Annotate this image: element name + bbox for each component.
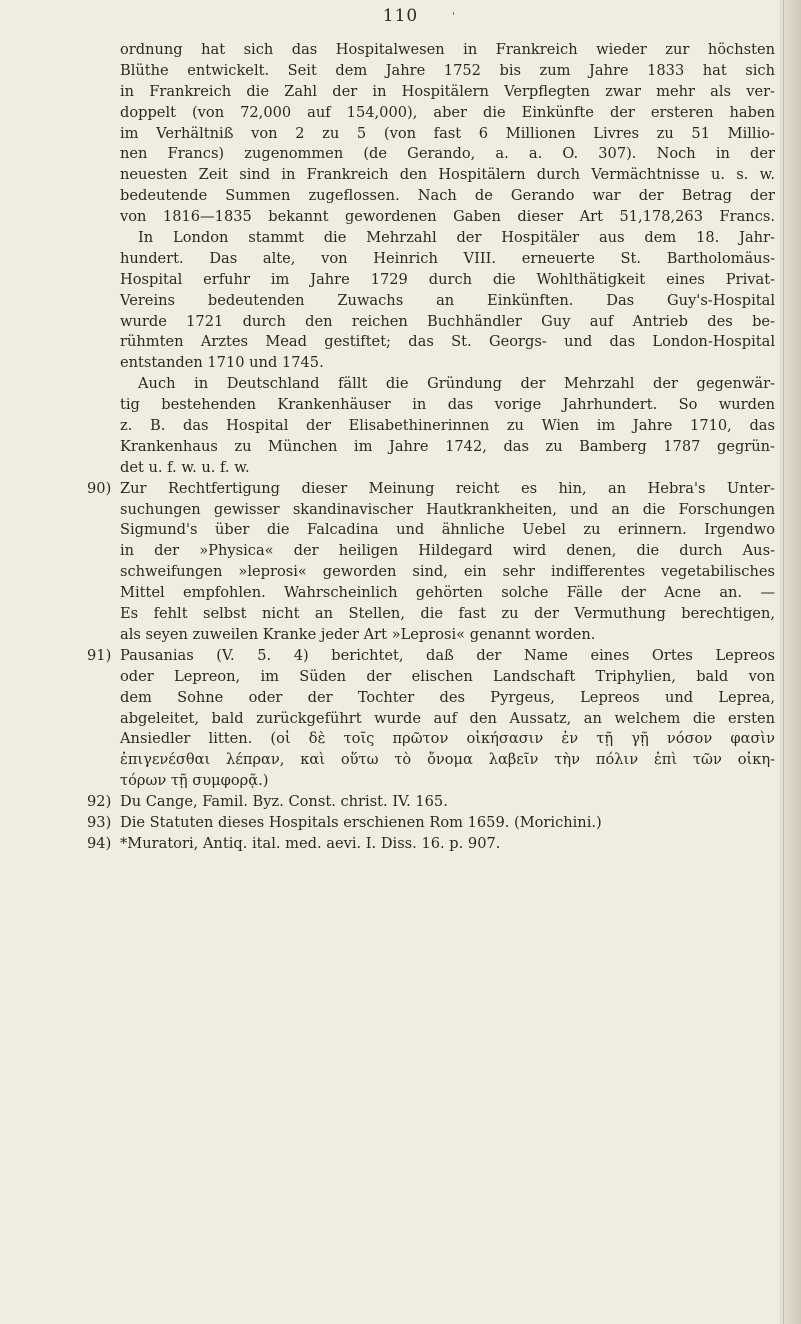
text-line: Mittel empfohlen. Wahrscheinlich gehörten solche Fälle der Acne an. — xyxy=(120,584,775,602)
text-line: Ansiedler litten. (οἱ δὲ τοῖς πρῶτον οἰκήσασιν ἐν τῇ γῇ νόσον φασὶν xyxy=(120,730,775,748)
footnote-number: 91) xyxy=(87,646,112,664)
text-line: Auch in Deutschland fällt die Gründung der Mehrzahl der gegenwär- xyxy=(138,375,775,393)
footnote-number: 93) xyxy=(87,813,112,831)
footnote-number: 94) xyxy=(87,834,112,852)
text-line: tig bestehenden Krankenhäuser in das vorige Jahrhundert. So wurden xyxy=(120,396,775,414)
text-line: τόρων τῇ συμφορᾷ.) xyxy=(120,772,269,790)
text-line: Die Statuten dieses Hospitals erschienen Rom 1659. (Morichini.) 93) xyxy=(120,813,775,834)
text-line: wurde 1721 durch den reichen Buchhändler Guy auf Antrieb des be- xyxy=(120,312,775,330)
text-line: suchungen gewisser skandinavischer Hautkrankheiten, und an die Forschungen xyxy=(120,500,775,518)
text-line: Krankenhaus zu München im Jahre 1742, das zu Bamberg 1787 gegrün- xyxy=(120,437,775,455)
text-line: nen Francs) zugenommen (de Gerando, a. a. O. 307). Noch in der xyxy=(120,145,775,163)
page-mark: ' xyxy=(452,10,456,23)
text-line: Du Cange, Famil. Byz. Const. christ. IV. 165. 92) xyxy=(120,792,775,813)
text-line: im Verhältniß von 2 zu 5 (von fast 6 Millionen Livres zu 51 Millio- xyxy=(120,124,775,142)
body-text xyxy=(87,40,775,855)
text-line: entstanden 1710 und 1745. xyxy=(120,354,324,372)
text-line: Vereins bedeutenden Zuwachs an Einkünften. Das Guy's-Hospital xyxy=(120,291,775,309)
text-line: z. B. das Hospital der Elisabethinerinnen zu Wien im Jahre 1710, das xyxy=(120,417,775,435)
text-line: bedeutende Summen zugeflossen. Nach de Gerando war der Betrag der xyxy=(120,187,775,205)
text-line: in der »Physica« der heiligen Hildegard wird denen, die durch Aus- xyxy=(120,542,775,560)
text-line: rühmten Arztes Mead gestiftet; das St. Georgs- und das London-Hospital xyxy=(120,333,775,351)
text-line: ἐπιγενέσθαι λέπραν, καὶ οὕτω τὸ ὄνομα λαβεῖν τὴν πόλιν ἐπὶ τῶν οἰκη- xyxy=(120,751,775,769)
text-line: Sigmund's über die Falcadina und ähnliche Uebel zu erinnern. Irgendwo xyxy=(120,521,775,539)
text-line: Blüthe entwickelt. Seit dem Jahre 1752 bis zum Jahre 1833 hat sich xyxy=(120,61,775,79)
text-line: det u. f. w. u. f. w. xyxy=(120,458,250,476)
footnote-number: 92) xyxy=(87,793,112,811)
text-line: neuesten Zeit sind in Frankreich den Hospitälern durch Vermächtnisse u. s. w. xyxy=(120,166,775,184)
text-line: Hospital erfuhr im Jahre 1729 durch die Wohlthätigkeit eines Privat- xyxy=(120,270,775,288)
text-line: schweifungen »leprosi« geworden sind, ein sehr indifferentes vegetabilisches xyxy=(120,563,775,581)
text-line: Es fehlt selbst nicht an Stellen, die fast zu der Vermuthung berechtigen, xyxy=(120,605,775,623)
page-number: 110 xyxy=(382,6,419,26)
text-line: doppelt (von 72,000 auf 154,000), aber die Einkünfte der ersteren haben xyxy=(120,103,775,121)
footnote-number: 90) xyxy=(87,479,112,497)
text-line: In London stammt die Mehrzahl der Hospitäler aus dem 18. Jahr- xyxy=(138,229,775,247)
text-line: als seyen zuweilen Kranke jeder Art »Leprosi« genannt worden. xyxy=(120,625,596,643)
text-line: Zur Rechtfertigung dieser Meinung reicht es hin, an Hebra's Unter- 90) xyxy=(120,479,775,500)
page-edge xyxy=(779,0,801,1324)
text-line: abgeleitet, bald zurückgeführt wurde auf den Aussatz, an welchem die ersten xyxy=(120,709,775,727)
text-line: dem Sohne oder der Tochter des Pyrgeus, Lepreos und Leprea, xyxy=(120,688,775,706)
text-line: *Muratori, Antiq. ital. med. aevi. I. Diss. 16. p. 907. 94) xyxy=(120,834,775,855)
text-line: ordnung hat sich das Hospitalwesen in Frankreich wieder zur höchsten xyxy=(120,41,775,58)
text-line: Pausanias (V. 5. 4) berichtet, daß der Name eines Ortes Lepreos 91) xyxy=(120,646,775,667)
text-line: oder Lepreon, im Süden der elischen Landschaft Triphylien, bald von xyxy=(120,667,775,685)
text-line: in Frankreich die Zahl der in Hospitälern Verpflegten zwar mehr als ver- xyxy=(120,82,775,100)
text-line: hundert. Das alte, von Heinrich VIII. erneuerte St. Bartholomäus- xyxy=(120,249,775,267)
text-line: von 1816—1835 bekannt gewordenen Gaben dieser Art 51,178,263 Francs. xyxy=(120,208,775,226)
